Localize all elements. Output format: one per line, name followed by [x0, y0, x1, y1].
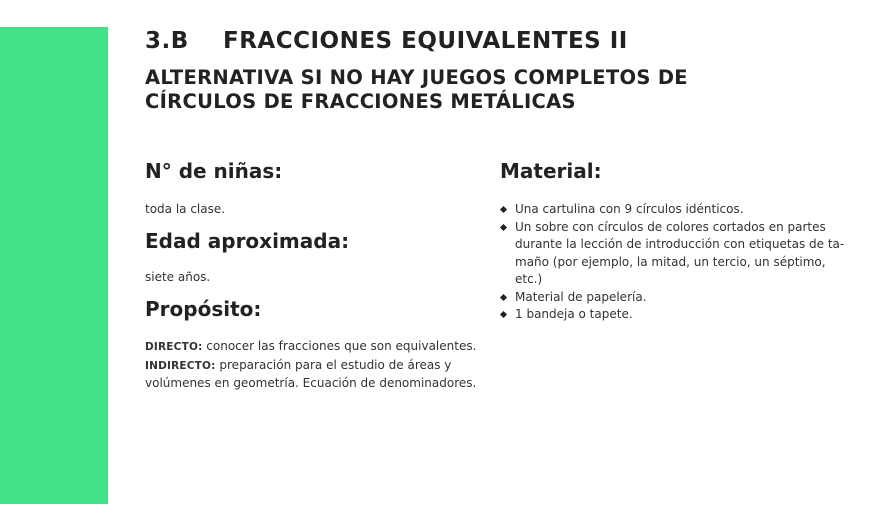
- material-item: [500, 306, 850, 324]
- ninas-value: toda la clase.: [145, 202, 226, 216]
- material-list: [500, 201, 850, 324]
- diamond-bullet-icon: [500, 293, 507, 300]
- material-heading: Material:: [500, 159, 602, 183]
- diamond-bullet-icon: [500, 223, 507, 230]
- diamond-bullet-icon: [500, 311, 507, 318]
- diamond-bullet-icon: [500, 206, 507, 213]
- edad-value: siete años.: [145, 270, 211, 284]
- material-item-text: Una cartulina con 9 círculos idénticos.: [515, 202, 744, 216]
- indirecto-line-2: volúmenes en geometría. Ecuación de denominadores.: [145, 376, 477, 390]
- directo-line: [145, 338, 490, 357]
- material-item-text-line: Un sobre con círculos de colores cortados en partes: [515, 219, 826, 234]
- proposito-heading: Propósito:: [145, 297, 262, 321]
- page-subtitle: [145, 66, 845, 114]
- lesson-code: 3.B: [145, 28, 189, 54]
- material-item: [500, 219, 850, 289]
- directo-label: DIRECTO:: [145, 341, 203, 353]
- edad-heading: Edad aproximada:: [145, 229, 350, 253]
- material-item: [500, 201, 850, 219]
- material-item-text-line: maño (por ejemplo, la mitad, un tercio, un séptimo, etc.): [515, 254, 826, 286]
- directo-text: conocer las fracciones que son equivalentes.: [202, 339, 477, 353]
- material-item-text: Material de papelería.: [515, 289, 647, 304]
- material-item-text-line: durante la lección de introducción con etiquetas de ta-: [515, 237, 845, 251]
- indirecto-text: preparación para el estudio de áreas y: [215, 357, 452, 372]
- indirecto-label: INDIRECTO:: [145, 359, 216, 372]
- indirecto-line: [145, 357, 490, 376]
- subtitle-line-2: CÍRCULOS DE FRACCIONES METÁLICAS: [145, 90, 576, 113]
- material-item: [500, 289, 850, 307]
- page-title: [145, 28, 628, 54]
- material-item-text: 1 bandeja o tapete.: [515, 307, 633, 321]
- subtitle-line-1: ALTERNATIVA SI NO HAY JUEGOS COMPLETOS DE: [145, 66, 688, 89]
- accent-bar: [0, 27, 108, 504]
- proposito-text: [145, 338, 490, 393]
- lesson-title: FRACCIONES EQUIVALENTES II: [223, 28, 628, 54]
- ninas-heading: N° de niñas:: [145, 159, 283, 183]
